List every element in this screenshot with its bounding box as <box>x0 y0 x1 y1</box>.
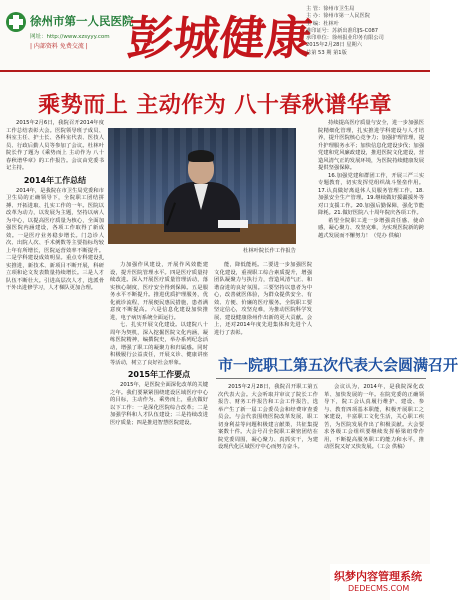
masthead <box>0 0 430 72</box>
info-line: 总第 53 期 第1版 <box>306 49 347 56</box>
section-title-2014: 2014年工作总结 <box>23 175 87 185</box>
hospital-name: 徐州市第一人民医院 <box>30 14 134 28</box>
article-column-4 <box>318 120 424 350</box>
article-paragraph: 2015年，是医院全面深化改革的关键之年。我们要紧紧围绕建设区域医疗中心的目标，主动作为、乘势而上，重点做好以下工作：一是深化医院综合改革；二是加强学科和人才队伍建设；三是持续改进医疗质量；四是推进智慧医院建设。 <box>110 382 208 426</box>
hospital-cross-icon <box>6 12 26 32</box>
article-paragraph: 能，降低能耗。二要进一步加强医院文化建设，重视职工综合素质提升，增强团队凝聚力与执行力，营造风清气正、和谐奋进的良好氛围。三要坚持以患者为中心，改善就医体验，为群众提供安全、有效、方便、价廉的医疗服务。全院职工要坚定信心，攻坚克难，为推动医院科学发展、建设健康徐州作出新的更大贡献。会上，还对2014年度先进集体和先进个人进行了表彰。 <box>214 262 312 336</box>
speaker-photo <box>108 128 296 244</box>
watermark-url: DEDECMS.COM <box>348 584 410 593</box>
info-line: 准印证号：苏新出准印JS-C087 <box>306 27 379 34</box>
divider <box>216 378 426 379</box>
article-column-2 <box>110 262 208 594</box>
section-title-2015: 2015年工作要点 <box>127 370 191 379</box>
article-paragraph: 2015年2月28日，我院召开职工第五次代表大会。大会听取并审议了院长工作报告、财务工作报告和工会工作报告，选举产生了新一届工会委员会和经费审查委员会。与会代表围绕医院改革发展、职工切身利益等问题积极建言献策，共征集提案数十件。大会号召全院职工紧密团结在院党委周围，凝心聚力、真抓实干，为建设现代化区域医疗中心而努力奋斗。 <box>218 384 318 450</box>
article-intro: 2015年2月6日，我院召开2014年度工作总结表彰大会。医院领导班子成员、科室主任、护士长、各科室代表、医技人员、行政后勤人员等参加了会议。杜林叶院长作了题为《乘势而上 主动作为 八十春秋谱华章》的工作报告。会议由党委书记主持。 <box>6 120 104 171</box>
article-column-1 <box>6 120 104 594</box>
hospital-slogan: | 内部资料 免费交流 | <box>30 43 88 50</box>
congress-column-b <box>324 384 424 562</box>
newspaper-title: 彭城健康 <box>124 11 315 65</box>
article-paragraph: 2014年，是我院在市卫生局党委和市卫生局的正确领导下，全院职工团结拼搏、开拓进取、扎实工作的一年。医院以改革为动力，以发展为主题，坚持以病人为中心，以提高医疗质量为核心，全面加强医院内涵建设，各项工作取得了新成效。一是医疗业务稳步增长。门急诊人次、出院人次、手术例数等主要指标均较上年有所增长，医院运营效率不断提升。二是学科建设成效明显。重点专科建设扎实推进，新技术、新项目不断开展，科研立项和论文发表数量持续增长。三是人才队伍不断壮大。引进高层次人才，选派骨干外出进修学习，人才梯队更加合理。 <box>6 187 104 291</box>
article-paragraph: 16.加强党建和群团工作，开展三严三实专题教育，切实发挥党组织战斗堡垒作用。17.认真做好离退休人员服务管理工作。18.加强安全生产管理。19.继续做好援疆援外等对口支援工作。20.加强后勤保障，强化节能降耗。21.做好医院八十周年院庆各项工作。 <box>318 172 424 216</box>
hospital-url: 网址：http://www.xzsyyy.com <box>30 34 110 40</box>
article-paragraph: 希望全院职工进一步增强责任感、使命感，凝心聚力、攻坚克难，为实现医院新的跨越式发展而不懈努力！（党办 供稿） <box>318 217 424 239</box>
info-line: 承印单位：徐州报业印务有限公司 <box>306 35 384 42</box>
hospital-logo-block <box>6 8 134 66</box>
congress-headline: 市一院职工第五次代表大会圆满召开 <box>218 356 458 374</box>
article-paragraph: 会议认为，2014年，是我院深化改革、加快发展的一年。在院党委的正确领导下，院工会认真履行维护、建设、参与、教育四项基本职能，积极开展职工之家建设，丰富职工文化生活，关心职工疾苦，为医院发展作出了积极贡献。大会要求各级工会组织要继续发挥桥梁纽带作用，不断提高服务职工的能力和水平，推动医院又好又快发展。（工会 供稿） <box>324 384 424 450</box>
main-headline: 乘势而上 主动作为 八十春秋谱华章 <box>38 92 392 118</box>
article-paragraph: 持续提高医疗质量与安全，进一步加强医院精细化管理，扎实推进学科建设与人才培养，提升医院核心竞争力；加强护理管理，提升护理服务水平；加快信息化建设步伐；加强党建和党风廉政建设，推进医院文化建设，营造风清气正的发展环境，为医院持续健康发展提供坚强保障。 <box>318 120 424 171</box>
publication-info <box>306 6 426 57</box>
congress-column-a <box>218 384 318 594</box>
info-line: 主 管：徐州市卫生局 <box>306 6 355 12</box>
article-column-3 <box>214 262 312 350</box>
article-paragraph: 力加强作风建设，开展作风效能建设，提升医院管理水平。四是医疗质量持续改进。深入开展医疗质量管理活动，落实核心制度，医疗安全得到保障。五是服务水平不断提升。推进优质护理服务，优化就诊流程，开展便民惠民措施，患者满意度不断提高。六是信息化建设加快推进，电子病历系统全面运行。 <box>110 262 208 321</box>
info-line: 主 编：杜林叶 <box>306 20 339 27</box>
info-line: 主 办：徐州市第一人民医院 <box>306 13 370 20</box>
photo-caption: 杜林叶院长作工作报告 <box>243 248 296 254</box>
info-line: 2015年2月28日 星期六 <box>306 42 362 49</box>
watermark-text: 织梦内容管理系统 <box>334 570 422 583</box>
article-paragraph: 七、扎实开展文化建设。以建院八十周年为契机，深入挖掘医院文化内涵，凝练医院精神，编撰院史，举办系列纪念活动，增强了职工的凝聚力和归属感。同时积极履行公益责任，开展义诊、健康讲座等活动，树立了良好社会形象。 <box>110 322 208 366</box>
